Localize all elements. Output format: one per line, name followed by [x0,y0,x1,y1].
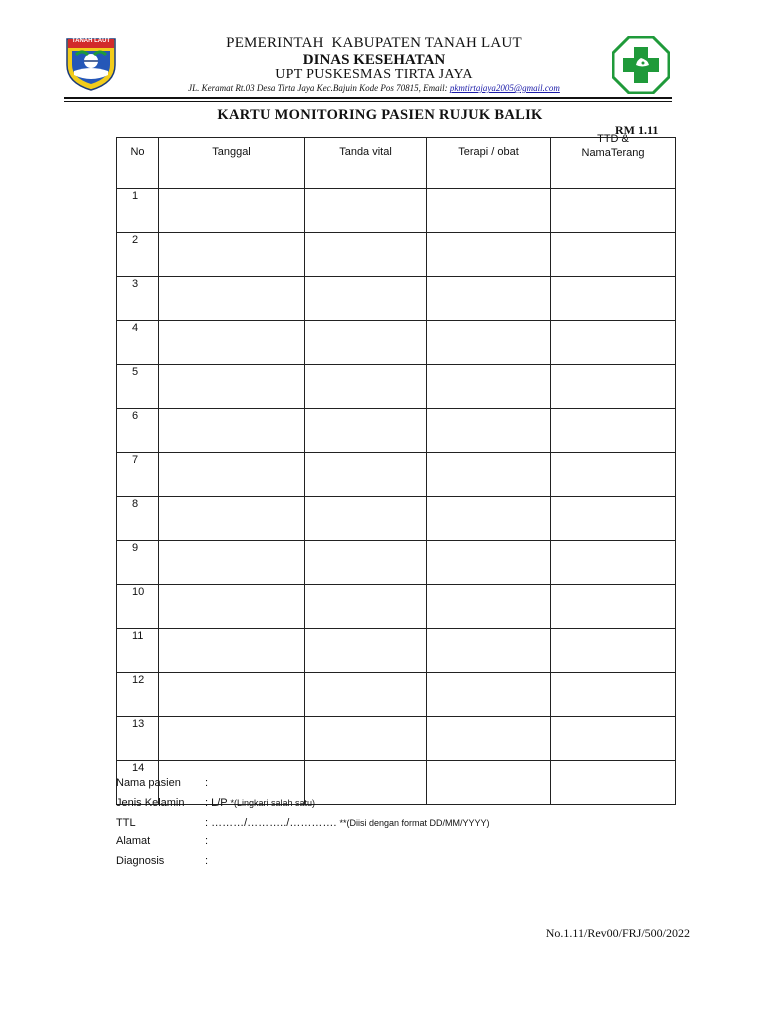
diagnosis-label: Diagnosis [116,855,165,867]
table-row [117,321,676,365]
tanda-vital-cell[interactable] [305,409,427,453]
department-heading: DINAS KESEHATAN [302,52,446,68]
tanggal-cell[interactable] [159,585,305,629]
table-row [117,497,676,541]
tanda-vital-cell[interactable] [305,717,427,761]
tanggal-cell[interactable] [159,673,305,717]
table-row [117,585,676,629]
tanggal-cell[interactable] [159,541,305,585]
alamat-label: Alamat [116,835,151,847]
ttd-cell[interactable] [551,409,676,453]
ttd-cell[interactable] [551,585,676,629]
tanggal-cell[interactable] [159,409,305,453]
patient-name-field[interactable]: : [205,777,209,789]
table-row [117,629,676,673]
table-row [117,541,676,585]
alamat-field[interactable]: : [205,835,209,847]
ttd-cell[interactable] [551,717,676,761]
header-tanggal: Tanggal [159,138,305,189]
tanda-vital-cell[interactable] [305,497,427,541]
header-tanda-vital: Tanda vital [305,138,427,189]
tanda-vital-cell[interactable] [305,585,427,629]
terapi-obat-cell[interactable] [427,761,551,805]
tanggal-cell[interactable] [159,365,305,409]
email-link[interactable]: pkmtirtajaya2005@gmail.com [449,83,560,93]
terapi-obat-cell[interactable] [427,409,551,453]
row-number: 14 [117,761,159,805]
table-row [117,277,676,321]
patient-name-label: Nama pasien [116,777,181,789]
address-text: JL. Keramat Rt.03 Desa Tirta Jaya Kec.Bajuin Kode Pos 70815, Email: [188,83,450,93]
document-title: KARTU MONITORING PASIEN RUJUK BALIK [217,107,543,123]
tanggal-cell[interactable] [159,453,305,497]
table-row [117,673,676,717]
puskesmas-heading: UPT PUSKESMAS TIRTA JAYA [275,67,473,82]
ttd-cell[interactable] [551,365,676,409]
ttd-cell[interactable] [551,233,676,277]
table-row [117,189,676,233]
row-number: 12 [117,673,159,717]
health-cross-logo [612,36,670,94]
ttd-cell[interactable] [551,277,676,321]
tanda-vital-cell[interactable] [305,365,427,409]
tanda-vital-cell[interactable] [305,629,427,673]
ttl-label: TTL [116,817,136,829]
form-code: RM 1.11 [615,123,659,137]
table-row [117,233,676,277]
document-number: No.1.11/Rev00/FRJ/500/2022 [545,926,690,940]
terapi-obat-cell[interactable] [427,717,551,761]
tanda-vital-cell[interactable] [305,233,427,277]
ttd-cell[interactable] [551,673,676,717]
row-number: 8 [117,497,159,541]
tanggal-cell[interactable] [159,189,305,233]
gender-field[interactable] [205,797,315,809]
row-number: 10 [117,585,159,629]
terapi-obat-cell[interactable] [427,365,551,409]
diagnosis-field[interactable]: : [205,855,209,867]
terapi-obat-cell[interactable] [427,189,551,233]
ttd-cell[interactable] [551,629,676,673]
header-nama-terang-label: NamaTerang [581,147,645,159]
row-number: 6 [117,409,159,453]
terapi-obat-cell[interactable] [427,497,551,541]
monitoring-table [116,133,676,805]
header-no: No [117,138,159,189]
tanggal-cell[interactable] [159,321,305,365]
row-number: 7 [117,453,159,497]
tanggal-cell[interactable] [159,717,305,761]
ttd-cell[interactable] [551,189,676,233]
row-number: 11 [117,629,159,673]
header-terapi-obat: Terapi / obat [427,138,551,189]
table-row [117,453,676,497]
terapi-obat-cell[interactable] [427,453,551,497]
row-number: 9 [117,541,159,585]
gender-note: *(Lingkari salah satu) [230,798,316,808]
terapi-obat-cell[interactable] [427,233,551,277]
address-line [120,83,628,93]
table-row [117,717,676,761]
tanggal-cell[interactable] [159,277,305,321]
row-number: 1 [117,189,159,233]
table-row [117,365,676,409]
row-number: 5 [117,365,159,409]
government-heading: PEMERINTAH KABUPATEN TANAH LAUT [226,35,522,51]
header-divider-thin [64,101,672,102]
gender-label: Jenis Kelamin [116,797,185,809]
row-number: 3 [117,277,159,321]
ttd-cell[interactable] [551,453,676,497]
tanda-vital-cell[interactable] [305,189,427,233]
table-header-row [117,138,676,189]
terapi-obat-cell[interactable] [427,277,551,321]
header-divider-thick [64,97,672,99]
tanda-vital-cell[interactable] [305,541,427,585]
tanda-vital-cell[interactable] [305,321,427,365]
table-row [117,409,676,453]
ttd-cell[interactable] [551,497,676,541]
terapi-obat-cell[interactable] [427,673,551,717]
tanggal-cell[interactable] [159,233,305,277]
tanggal-cell[interactable] [159,497,305,541]
emblem-banner-text: TANAH LAUT [71,38,111,44]
row-number: 13 [117,717,159,761]
tanda-vital-cell[interactable] [305,761,427,805]
terapi-obat-cell[interactable] [427,541,551,585]
tanda-vital-cell[interactable] [305,673,427,717]
ttl-value: : ………/………../…………. [205,817,340,829]
header-ttd-label: TTD & [597,133,629,145]
row-number: 4 [117,321,159,365]
tanggal-cell[interactable] [159,629,305,673]
tanda-vital-cell[interactable] [305,277,427,321]
tanda-vital-cell[interactable] [305,453,427,497]
terapi-obat-cell[interactable] [427,585,551,629]
ttd-cell[interactable] [551,321,676,365]
ttl-note: **(Diisi dengan format DD/MM/YYYY) [339,818,490,828]
ttd-cell[interactable] [551,761,676,805]
row-number: 2 [117,233,159,277]
terapi-obat-cell[interactable] [427,321,551,365]
ttd-cell[interactable] [551,541,676,585]
header-ttd-nama-terang [551,133,676,189]
terapi-obat-cell[interactable] [427,629,551,673]
gender-value: : L/P [205,797,231,809]
ttl-field[interactable] [205,817,490,829]
